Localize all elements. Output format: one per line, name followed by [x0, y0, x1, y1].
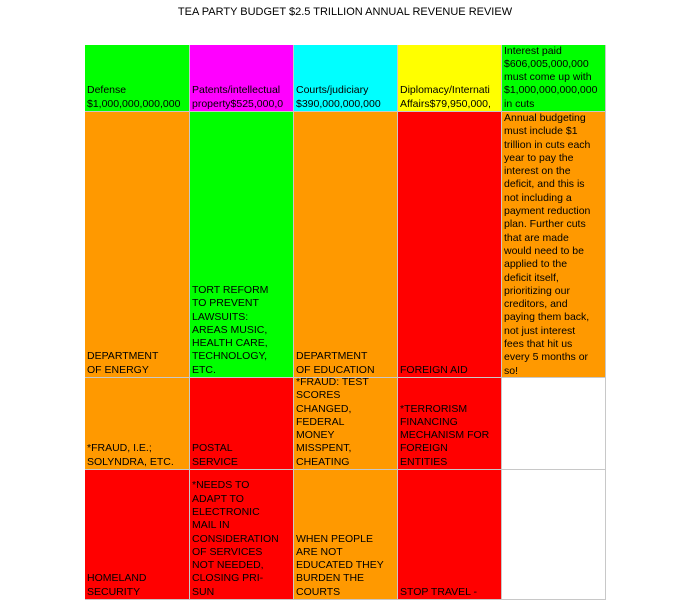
cell-r2-col-e[interactable]: [502, 112, 606, 378]
cell-text: DEPARTMENT OF ENERGY: [87, 350, 159, 376]
cell-r1-col-c[interactable]: [294, 45, 398, 112]
cell-r1-col-e[interactable]: [502, 45, 606, 112]
cell-text: FOREIGN AID: [400, 363, 468, 376]
cell-text: WHEN PEOPLE ARE NOT EDUCATED THEY BURDEN THE COURTS: [296, 532, 384, 598]
cell-r1-col-a[interactable]: [85, 45, 190, 112]
sheet-title: TEA PARTY BUDGET $2.5 TRILLION ANNUAL REVENUE REVIEW: [177, 6, 513, 18]
cell-r3-col-a[interactable]: [85, 378, 190, 470]
cell-r3-col-e[interactable]: [502, 378, 606, 470]
cell-text: *TERRORISM FINANCING MECHANISM FOR FOREIGN ENTITIES: [400, 402, 490, 468]
cell-r1-col-b[interactable]: [190, 45, 294, 112]
cell-r4-col-b[interactable]: [190, 470, 294, 600]
cell-text: POSTAL SERVICE: [192, 442, 238, 468]
cell-text: STOP TRAVEL -: [400, 585, 478, 598]
cell-r4-col-c[interactable]: [294, 470, 398, 600]
cell-text: HOMELAND SECURITY: [87, 572, 147, 598]
cell-text: *FRAUD, I.E.; SOLYNDRA, ETC.: [87, 442, 174, 468]
cell-text: Annual budgeting must include $1 trillion in cuts each year to pay the interest on the deficit, and this is not including a payment reduction plan. Further cuts that are made would need to be applied to the deficit itself, prioritizing our creditors, and paying them back, not just interest fees that hit us every 5 months or so!: [504, 112, 591, 377]
cell-r2-col-b[interactable]: [190, 112, 294, 378]
cell-text: TORT REFORM TO PREVENT LAWSUITS: AREAS MUSIC, HEALTH CARE, TECHNOLOGY, ETC.: [192, 283, 269, 376]
cell-r3-col-b[interactable]: [190, 378, 294, 470]
cell-text: Diplomacy/Internati Affairs$79,950,000,: [400, 84, 491, 110]
cell-r4-col-d[interactable]: [398, 470, 502, 600]
cell-text: *FRAUD: TEST SCORES CHANGED, FEDERAL MONEY MISSPENT, CHEATING: [296, 375, 369, 468]
cell-r2-col-a[interactable]: [85, 112, 190, 378]
cell-text: DEPARTMENT OF EDUCATION: [296, 350, 375, 376]
cell-r3-col-d[interactable]: [398, 378, 502, 470]
cell-text: Defense $1,000,000,000,000: [87, 84, 181, 110]
cell-r2-col-c[interactable]: [294, 112, 398, 378]
cell-r4-col-e[interactable]: [502, 470, 606, 600]
cell-text: *NEEDS TO ADAPT TO ELECTRONIC MAIL IN CONSIDERATION OF SERVICES NOT NEEDED, CLOSING PRI- SUN: [192, 479, 279, 598]
cell-text: Interest paid $606,005,000,000 must come up with $1,000,000,000,000 in cuts: [504, 44, 598, 110]
cell-text: Patents/intellectual property$525,000,0: [192, 84, 284, 110]
cell-r4-col-a[interactable]: [85, 470, 190, 600]
cell-text: Courts/judiciary $390,000,000,000: [296, 84, 381, 110]
cell-r3-col-c[interactable]: [294, 375, 398, 470]
cell-r1-col-d[interactable]: [398, 45, 502, 112]
grid-divider: [605, 470, 606, 590]
cell-r2-col-d[interactable]: [398, 112, 502, 378]
